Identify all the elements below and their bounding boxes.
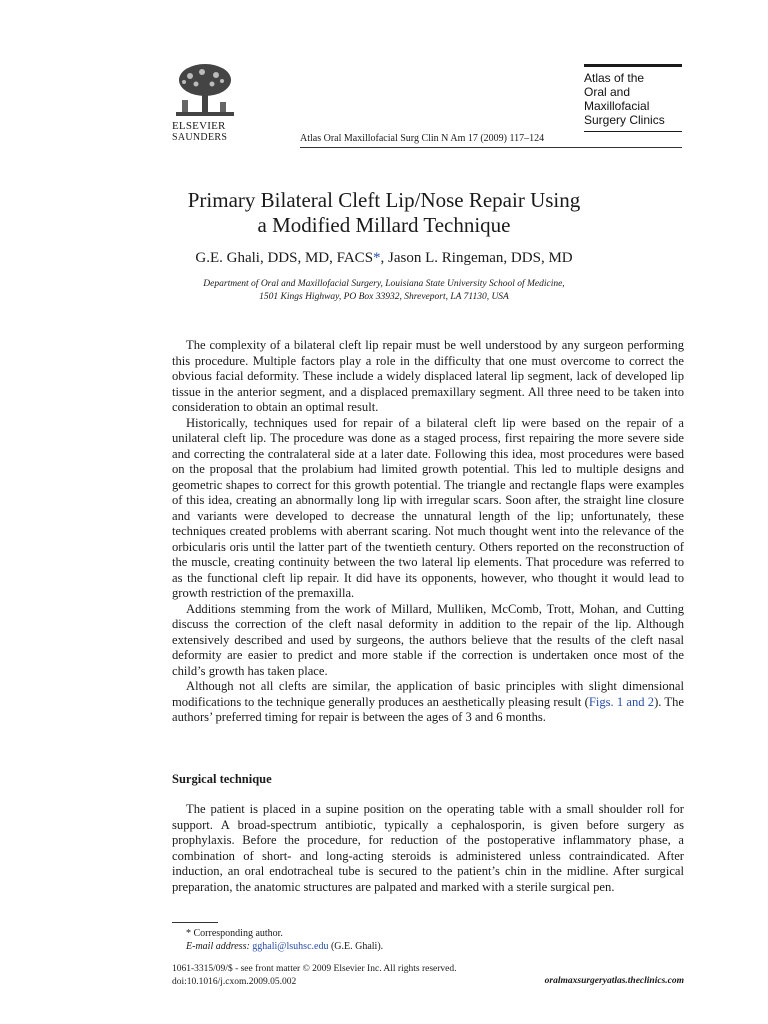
header-divider — [300, 147, 682, 148]
journal-title-line: Atlas of the — [584, 71, 645, 85]
email-label: E-mail address: — [186, 941, 250, 952]
email-suffix: (G.E. Ghali). — [328, 941, 384, 952]
article-body-section — [172, 802, 684, 895]
author-list — [120, 250, 648, 267]
affiliation-line: Department of Oral and Maxillofacial Surgery, Louisiana State University School of Medicine, — [203, 279, 565, 289]
title-line: a Modified Millard Technique — [257, 213, 511, 237]
paragraph-text: Although not all clefts are similar, the application of basic principles with slight dimensional modifications to the technique generally produces an aesthetically pleasing result ( — [172, 679, 684, 709]
publisher-name: ELSEVIER — [172, 120, 226, 132]
paragraph: The complexity of a bilateral cleft lip repair must be well understood by any surgeon performing this procedure. Multiple factors play a role in the difficulty that one must overcome to correct the obvious facial deformity. These include a widely displaced lateral lip segment, lack of developed lip tissue in the anterior segment, and a displaced premaxillary segment. All three need to be taken into consideration to obtain an optimal result. — [172, 338, 684, 414]
doi-line: doi:10.1016/j.cxom.2009.05.002 — [172, 977, 297, 987]
paragraph: Historically, techniques used for repair of a bilateral cleft lip were based on the repair of a unilateral cleft lip. The procedure was done as a staged process, first repairing the more severe side and correcting the contralateral side at a later date. Following this idea, most procedures were based on the proposal that the prolabium had limited growth potential. This led to multiple designs and geometric shapes to correct for this growth potential. The triangle and rectangle flaps were examples of this idea, creating an abnormally long lip with irregular scars. Soon after, the straight line closure and variants were developed to decrease the unnatural length of the lip; unfortunately, these techniques created problems with aberrant scaring. Not much thought went into the relevance of the orbicularis oris until the latter part of the twentieth century. Others reported on the reconstruction of the muscle, creating continuity between the two lateral lip elements. That procedure was referred to as the functional cleft lip repair. It did have its opponents, however, who thought it would lead to growth restriction of the premaxilla. — [172, 415, 684, 600]
corresponding-author-link[interactable]: * — [373, 250, 381, 266]
author-affiliation — [150, 278, 618, 304]
journal-title-line: Oral and — [584, 85, 631, 99]
email-link[interactable]: gghali@lsuhsc.edu — [252, 941, 329, 952]
corresponding-author-note: * Corresponding author. — [186, 928, 283, 939]
author-name: , Jason L. Ringeman, DDS, MD — [380, 250, 573, 266]
publisher-logo — [172, 62, 238, 143]
paragraph-text: ). The authors’ preferred timing for repair is between the ages of 3 and 6 months. — [172, 694, 685, 724]
figure-link[interactable]: Figs. 1 and 2 — [588, 694, 655, 709]
journal-title-box — [584, 64, 682, 132]
journal-title-underline — [584, 131, 682, 132]
issn-line: 1061-3315/09/$ - see front matter © 2009 Elsevier Inc. All rights reserved. — [172, 964, 457, 974]
affiliation-line: 1501 Kings Highway, PO Box 33932, Shreveport, LA 71130, USA — [259, 292, 509, 302]
journal-citation: Atlas Oral Maxillofacial Surg Clin N Am 17 (2009) 117–124 — [300, 133, 545, 144]
journal-title-line: Maxillofacial — [584, 99, 650, 113]
section-heading: Surgical technique — [172, 772, 272, 786]
journal-title-rule — [584, 64, 682, 67]
elsevier-tree-icon — [172, 62, 238, 120]
footnote-rule — [172, 922, 218, 923]
journal-website[interactable]: oralmaxsurgeryatlas.theclinics.com — [544, 976, 684, 986]
email-line — [186, 940, 383, 953]
author-name: G.E. Ghali, DDS, MD, FACS — [195, 250, 374, 266]
paragraph: Additions stemming from the work of Millard, Mulliken, McComb, Trott, Mohan, and Cutting discuss the correction of the cleft nasal deformity in addition to the repair of the lip. Although extensively described and used by surgeons, the authors believe that the results of the cleft nasal deformity are easier to predict and more stable if the correction is undertaken once most of the child’s growth has taken place. — [172, 601, 684, 678]
publisher-imprint: SAUNDERS — [172, 132, 228, 143]
title-line: Primary Bilateral Cleft Lip/Nose Repair Using — [187, 188, 581, 212]
footnote — [186, 927, 383, 953]
paragraph: The patient is placed in a supine position on the operating table with a small shoulder roll for support. A broad-spectrum antibiotic, typically a cephalosporin, is given before surgery as prophylaxis. Before the procedure, for reduction of the postoperative inflammatory phase, a combination of short- and long-acting steroids is administered unless contraindicated. After induction, an oral endotracheal tube is secured to the patient’s chin in the midline. After surgical preparation, the anatomic structures are palpated and marked with a sterile surgical pen. — [172, 802, 684, 894]
article-body — [172, 338, 684, 726]
article-title — [120, 188, 648, 238]
paragraph — [172, 679, 684, 726]
journal-title-line: Surgery Clinics — [584, 113, 665, 127]
copyright-block — [172, 963, 457, 989]
